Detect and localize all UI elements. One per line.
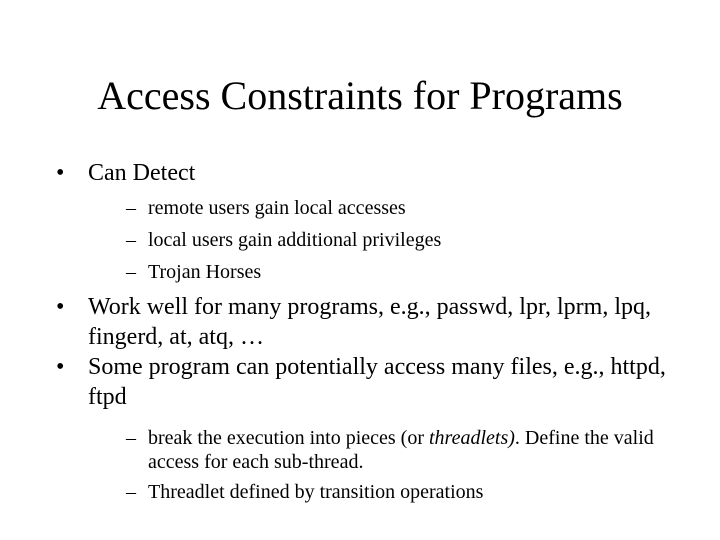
slide-title: Access Constraints for Programs (97, 73, 623, 118)
sub-bullet-item (88, 480, 696, 504)
bullet-marker: • (56, 294, 65, 320)
dash-marker: – (126, 197, 136, 219)
sub-bullet-list (88, 426, 696, 504)
sub-bullet-text: local users gain additional privileges (148, 229, 442, 251)
sub-bullet-list (88, 196, 696, 284)
sub-bullet-text (148, 427, 654, 473)
sub-bullet-text: remote users gain local accesses (148, 197, 406, 219)
bullet-text: Can Detect (88, 160, 196, 186)
bullet-text: Work well for many programs, e.g., passwd, lpr, lprm, lpq, fingerd, at, atq, … (88, 294, 652, 350)
dash-marker: – (126, 427, 136, 449)
dash-marker: – (126, 261, 136, 283)
dash-marker: – (126, 481, 136, 503)
bullet-item-can-detect (56, 158, 696, 284)
sub-bullet-emphasis: threadlets) (429, 427, 515, 449)
sub-bullet-item (88, 426, 696, 474)
bullet-text: Some program can potentially access many files, e.g., httpd, ftpd (88, 354, 666, 410)
sub-bullet-text-before: break the execution into pieces (or (148, 427, 429, 449)
bullet-item-some-program (56, 352, 696, 504)
bullet-list (56, 158, 696, 510)
sub-bullet-text-after: . Define the valid access for each sub-thread. (148, 427, 654, 473)
dash-marker: – (126, 229, 136, 251)
sub-bullet-item (88, 228, 696, 252)
sub-bullet-text: Trojan Horses (148, 261, 262, 283)
sub-bullet-text: Threadlet defined by transition operations (148, 481, 484, 503)
sub-bullet-item (88, 260, 696, 284)
sub-bullet-item (88, 196, 696, 220)
bullet-item-work-well (56, 292, 696, 352)
bullet-marker: • (56, 160, 65, 186)
bullet-marker: • (56, 354, 65, 380)
